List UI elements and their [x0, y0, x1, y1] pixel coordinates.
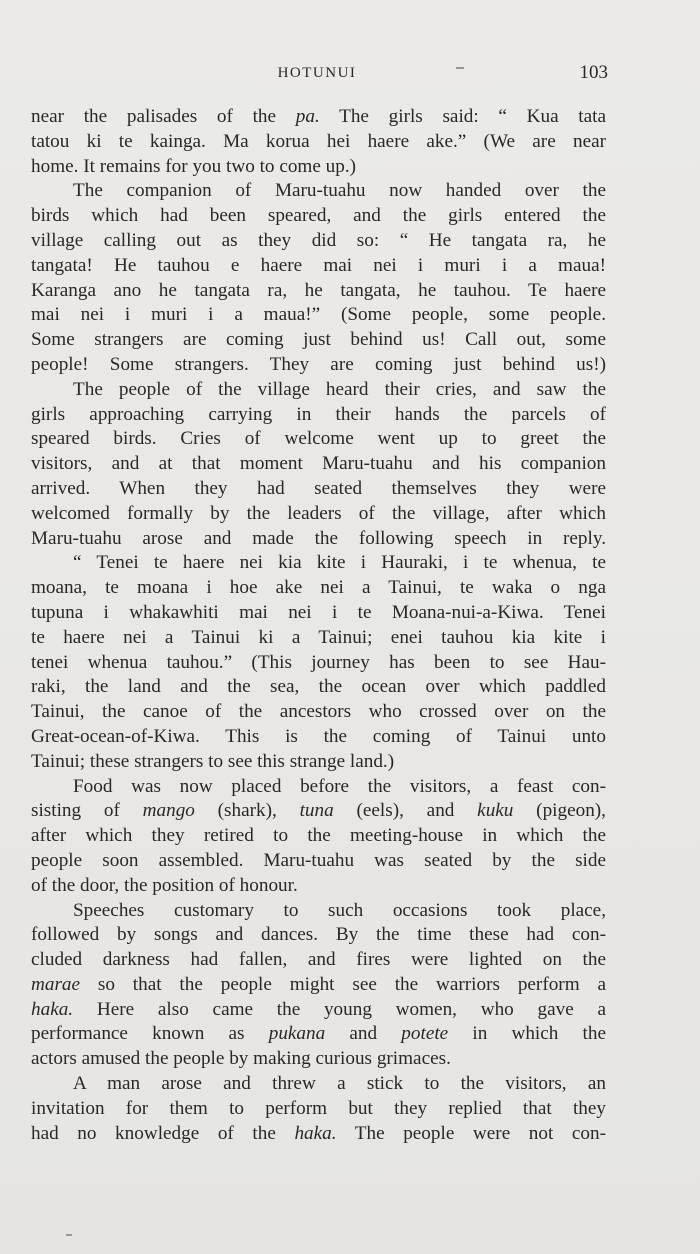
text-line: te haere nei a Tainui ki a Tainui; enei tauhou kia kite i [31, 626, 606, 648]
text-line: tenei whenua tauhou.” (This journey has been to see Hau- [31, 651, 606, 673]
text-line: actors amused the people by making curious grimaces. [31, 1048, 451, 1070]
text-line: home. It remains for you two to come up.) [31, 155, 357, 177]
text-line: tangata! He tauhou e haere mai nei i muri i a maua! [31, 254, 606, 276]
text-line: tupuna i whakawhiti mai nei i te Moana-nui-a-Kiwa. Tenei [31, 601, 606, 623]
text-line: mai nei i muri i a maua!” (Some people, some people. [31, 304, 606, 326]
text-line: tatou ki te kainga. Ma korua hei haere ake.” (We are near [31, 130, 606, 152]
text-line: marae so that the people might see the warriors perform a [31, 973, 606, 995]
text-line: after which they retired to the meeting-house in which the [31, 825, 606, 847]
page-number: 103 [579, 62, 608, 83]
text-line: Food was now placed before the visitors, a feast con- [73, 775, 606, 797]
text-line: cluded darkness had fallen, and fires were lighted on the [31, 949, 606, 971]
text-line: Tainui, the canoe of the ancestors who crossed over on the [31, 701, 606, 723]
text-line: of the door, the position of honour. [31, 874, 298, 896]
text-line: A man arose and threw a stick to the visitors, an [73, 1073, 606, 1095]
text-line: birds which had been speared, and the girls entered the [31, 205, 606, 227]
text-line: visitors, and at that moment Maru-tuahu and his companion [31, 453, 606, 475]
text-line: welcomed formally by the leaders of the village, after which [31, 502, 606, 524]
text-line: people soon assembled. Maru-tuahu was seated by the side [31, 849, 606, 871]
text-line: performance known as pukana and potete in which the [31, 1023, 606, 1045]
text-line: speared birds. Cries of welcome went up to greet the [31, 428, 606, 450]
text-line: Great-ocean-of-Kiwa. This is the coming of Tainui unto [31, 725, 606, 747]
text-line: near the palisades of the pa. The girls said: “ Kua tata [31, 106, 607, 127]
running-head [0, 62, 700, 86]
text-line: Karanga ano he tangata ra, he tangata, he tauhou. Te haere [31, 279, 606, 301]
text-line: moana, te moana i hoe ake nei a Tainui, te waka o nga [31, 577, 606, 599]
text-line: people! Some strangers. They are coming just behind us!) [31, 353, 606, 375]
body-text [31, 105, 606, 1146]
text-line: girls approaching carrying in their hands the parcels of [31, 403, 606, 425]
text-line: Maru-tuahu arose and made the following speech in reply. [31, 527, 606, 549]
text-line: Tainui; these strangers to see this strange land.) [31, 750, 395, 772]
running-title: HOTUNUI [277, 65, 357, 81]
text-line: followed by songs and dances. By the time these had con- [31, 924, 606, 946]
text-line: haka. Here also came the young women, who gave a [31, 998, 606, 1020]
text-line: raki, the land and the sea, the ocean over which paddled [31, 676, 606, 698]
text-line: invitation for them to perform but they replied that they [31, 1097, 606, 1119]
text-line: sisting of mango (shark), tuna (eels), and kuku (pigeon), [31, 800, 606, 822]
text-line: Some strangers are coming just behind us! Call out, some [31, 329, 606, 351]
text-line: village calling out as they did so: “ He tangata ra, he [31, 229, 606, 251]
text-line: Speeches customary to such occasions took place, [73, 899, 606, 921]
print-speck [66, 1234, 72, 1236]
text-line: The people of the village heard their cries, and saw the [73, 378, 606, 400]
text-line: arrived. When they had seated themselves they were [31, 477, 606, 499]
text-line: The companion of Maru-tuahu now handed over the [73, 180, 606, 202]
text-line: “ Tenei te haere nei kia kite i Hauraki, i te whenua, te [73, 552, 606, 574]
text-line: had no knowledge of the haka. The people were not con- [31, 1122, 606, 1144]
